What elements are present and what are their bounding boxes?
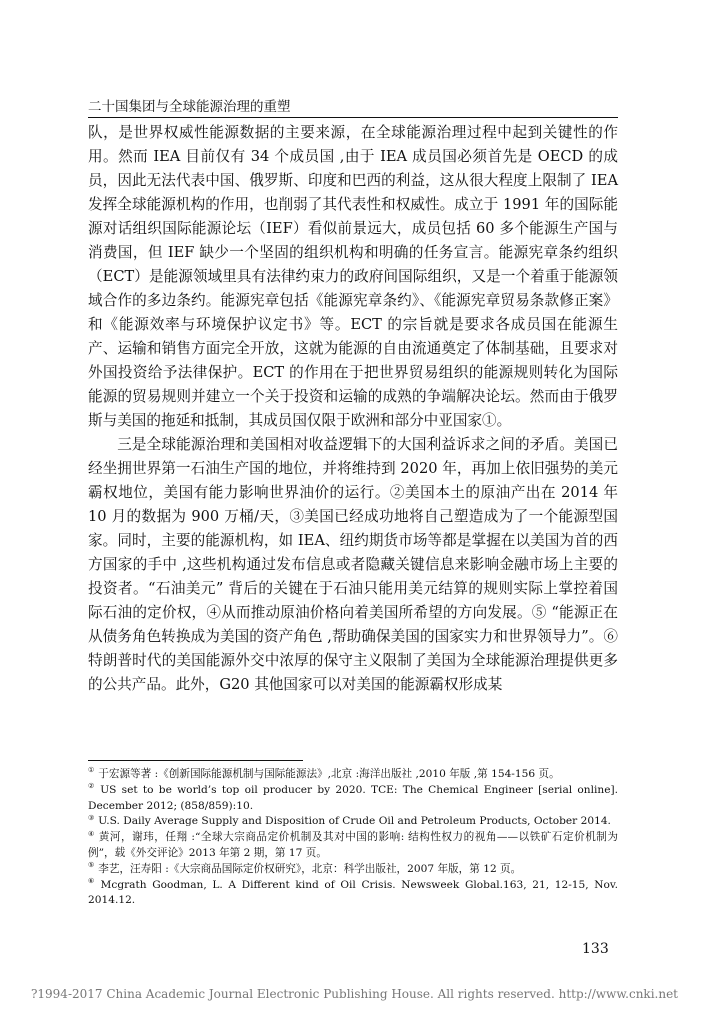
footnote-mark: ①: [88, 766, 95, 775]
footnote-mark: ③: [88, 813, 95, 822]
footnote-text: Mcgrath Goodman, L. A Different kind of Oil Crisis. Newsweek Global.163, 21, 12-15, Nov. 2014.12.: [88, 878, 619, 907]
footnote-text: 李艺，汪寿阳 :《大宗商品国际定价权研究》，北京：科学出版社，2007 年版，第 12 页。: [98, 862, 522, 875]
body-paragraph-2: 三是全球能源治理和美国相对收益逻辑下的大国利益诉求之间的矛盾。美国已经坐拥世界第一石油生产国的地位，并将维持到 2020 年，再加上依旧强势的美元霸权地位，美国有能力影响世界油价的运行。②美国本土的原油产出在 2014 年 10 月的数据为 900 万桶/天，③美国已经成功地将自己塑造成为了一个能源型国家。同时，主要的能源机构，如 IEA、纽约期货市场等都是掌握在以美国为首的西方国家的手中 ,这些机构通过发布信息或者隐藏关键信息来影响金融市场上主要的投资者。“石油美元” 背后的关键在于石油只能用美元结算的规则实际上掌控着国际石油的定价权，④从而推动原油价格向着美国所希望的方向发展。⑤ “能源正在从债务角色转换成为美国的资产角色 ,帮助确保美国的国家实力和世界领导力”。⑥特朗普时代的美国能源外交中浓厚的保守主义限制了美国为全球能源治理提供更多的公共产品。此外，G20 其他国家可以对美国的能源霸权形成某: [88, 436, 618, 693]
footnote-text: U.S. Daily Average Supply and Disposition of Crude Oil and Petroleum Products, October 2014.: [98, 815, 611, 828]
footnote-mark: ⑤: [88, 861, 95, 870]
footnote-separator: [88, 760, 303, 761]
header-rule: [88, 117, 618, 118]
footnotes: [88, 767, 618, 909]
footnote-4: [88, 830, 618, 862]
footnote-3: [88, 814, 618, 830]
page-number: 133: [582, 941, 609, 957]
footnote-mark: ②: [88, 782, 97, 791]
footnote-1: [88, 767, 618, 783]
body-text: [88, 121, 618, 697]
footnote-mark: ⑥: [88, 877, 97, 886]
footnote-text: 黄河，谢玮，任翔 :“全球大宗商品定价机制及其对中国的影响: 结构性权力的视角——以铁矿石定价机制为例”，载《外交评论》2013 年第 2 期，第 17 页。: [88, 831, 618, 859]
body-paragraph-1: 队，是世界权威性能源数据的主要来源，在全球能源治理过程中起到关键性的作用。然而 IEA 目前仅有 34 个成员国 ,由于 IEA 成员国必须首先是 OECD 的成员，因此无法代表中国、俄罗斯、印度和巴西的利益，这从很大程度上限制了 IEA 发挥全球能源机构的作用，也削弱了其代表性和权威性。成立于 1991 年的国际能源对话组织国际能源论坛（IEF）看似前景远大，成员包括 60 多个能源生产国与消费国，但 IEF 缺少一个坚固的组织机构和明确的任务宣言。能源宪章条约组织（ECT）是能源领域里具有法律约束力的政府间国际组织，又是一个着重于能源领域合作的多边条约。能源宪章包括《能源宪章条约》、《能源宪章贸易条款修正案》 和《能源效率与环境保护议定书》等。ECT 的宗旨就是要求各成员国在能源生产、运输和销售方面完全开放，这就为能源的自由流通奠定了体制基础，且要求对外国投资给予法律保护。ECT 的作用在于把世界贸易组织的能源规则转化为国际能源的贸易规则并建立一个关于投资和运输的成熟的争端解决论坛。然而由于俄罗斯与美国的拖延和抵制，其成员国仅限于欧洲和部分中亚国家①。: [88, 124, 618, 429]
copyright-notice: ?1994-2017 China Academic Journal Electronic Publishing House. All rights reserved. http://www.cnki.net: [30, 987, 679, 1001]
footnote-mark: ④: [88, 829, 95, 838]
footnote-2: [88, 783, 618, 815]
footnote-text: US set to be world’s top oil producer by 2020. TCE: The Chemical Engineer [serial online]. December 2012; (858/859):10.: [88, 783, 618, 812]
footnote-6: [88, 878, 618, 910]
running-header: 二十国集团与全球能源治理的重塑: [88, 99, 291, 115]
footnote-5: [88, 862, 618, 878]
footnote-text: 于宏源等著 :《创新国际能源机制与国际能源法》,北京 :海洋出版社 ,2010 年版 ,第 154-156 页。: [98, 768, 560, 780]
